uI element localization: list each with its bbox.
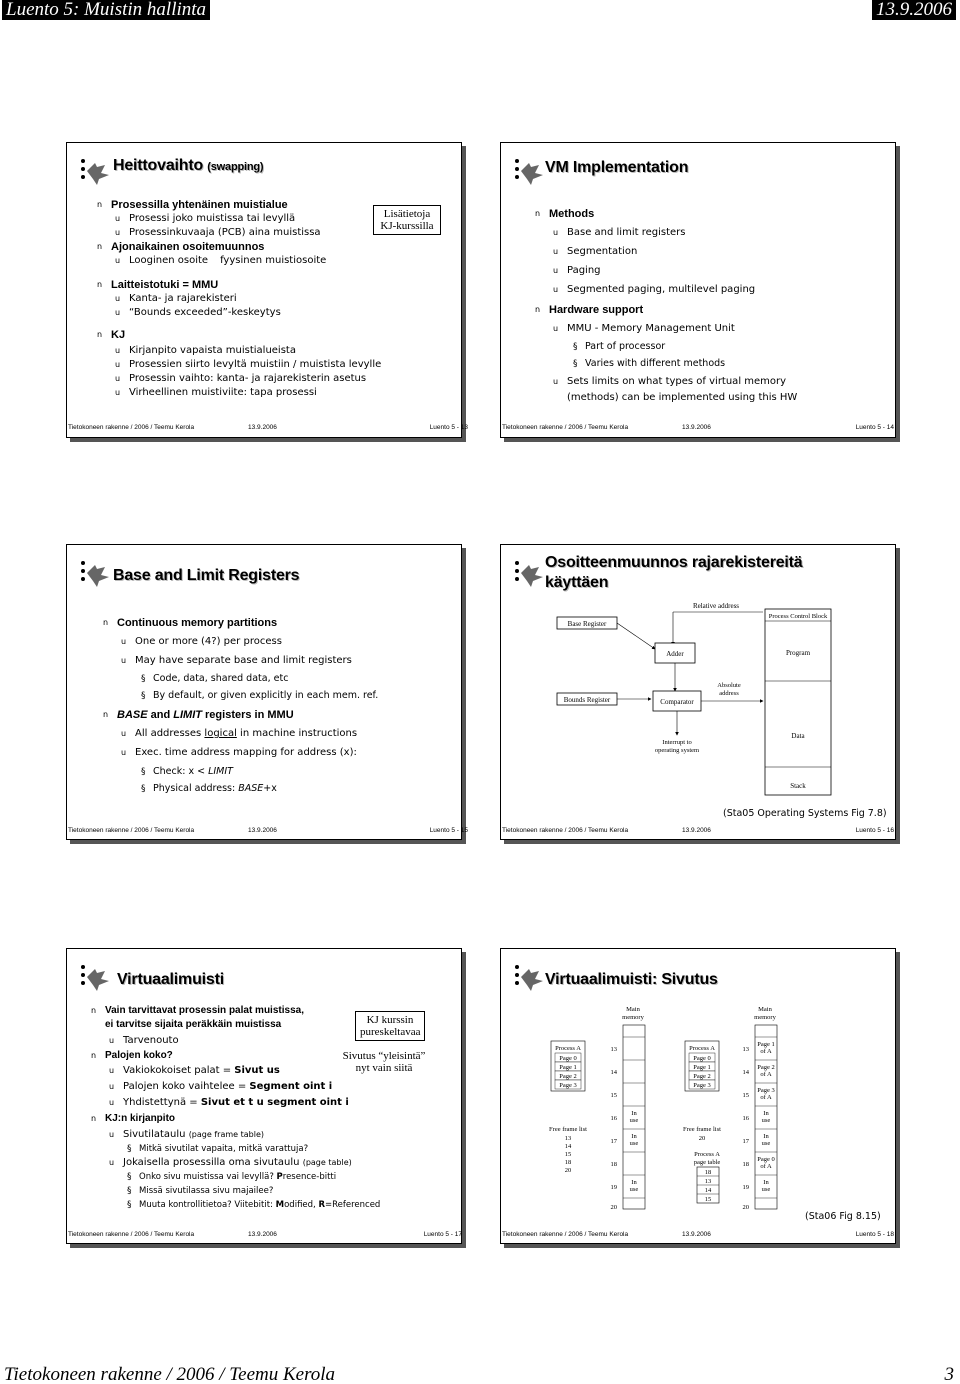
svg-text:Page 1: Page 1 — [559, 1064, 577, 1071]
svg-text:13: 13 — [610, 1046, 617, 1053]
bounds-register-label: Bounds Register — [563, 696, 611, 704]
main-memory-label: Main — [758, 1006, 772, 1013]
bullet: u MMU - Memory Management Unit — [553, 323, 735, 334]
bullet: u Prosessien siirto levyltä muistiin / muistista levylle — [115, 359, 382, 370]
svg-text:In: In — [631, 1179, 637, 1186]
svg-text:Page 0: Page 0 — [757, 1156, 775, 1163]
svg-text:Page 2: Page 2 — [757, 1064, 775, 1071]
slide-footer: Tietokoneen rakenne / 2006 / Teemu Kerola 13.9.2006 Luento 5 - 13 — [68, 424, 468, 431]
slide-title: Virtuaalimuisti: Sivutus — [545, 971, 718, 988]
svg-text:20: 20 — [610, 1204, 617, 1211]
logo-icon — [75, 153, 113, 187]
bullet: § Check: x < LIMIT — [141, 766, 233, 777]
interrupt-label-2: operating system — [654, 747, 700, 754]
svg-text:Page 3: Page 3 — [693, 1082, 711, 1089]
svg-text:13: 13 — [564, 1135, 572, 1142]
svg-text:Page 2: Page 2 — [559, 1073, 577, 1080]
svg-text:In: In — [763, 1133, 769, 1140]
header-title: Luento 5: Muistin hallinta — [2, 0, 210, 20]
bullet: n Laitteistotuki = MMU — [97, 279, 219, 291]
bullet: u Virheellinen muistiviite: tapa prosessi — [115, 387, 317, 398]
bullet: n Methods — [535, 208, 595, 220]
logo-icon — [509, 959, 547, 993]
slide-title: Virtuaalimuisti — [117, 971, 224, 988]
svg-text:of A: of A — [760, 1163, 772, 1170]
footer-course: Tietokoneen rakenne / 2006 / Teemu Kerola — [4, 1364, 336, 1384]
program-label: Program — [785, 649, 811, 657]
svg-text:17: 17 — [742, 1138, 749, 1145]
interrupt-label-1: Interrupt to — [662, 739, 692, 746]
svg-text:Page 0: Page 0 — [559, 1055, 577, 1062]
svg-text:19: 19 — [610, 1184, 617, 1191]
process-a-box — [685, 1041, 719, 1091]
bullet: n Palojen koko? — [91, 1050, 173, 1061]
bullet: u Vakiokokoiset palat = Sivut us — [109, 1065, 280, 1076]
bullet: u Paging — [553, 265, 601, 276]
main-memory-label: memory — [754, 1014, 776, 1021]
bullet: u One or more (4?) per process — [121, 636, 282, 647]
bullet: § By default, or given explicitly in each mem. ref. — [141, 690, 379, 701]
svg-text:Process A: Process A — [689, 1045, 715, 1052]
bullet: n KJ — [97, 329, 126, 341]
bullet: § Physical address: BASE+x — [141, 783, 277, 794]
bullet: u May have separate base and limit registers — [121, 655, 352, 666]
svg-text:of A: of A — [760, 1094, 772, 1101]
comparator-label: Comparator — [660, 698, 694, 706]
bullet: (methods) can be implemented using this HW — [567, 392, 798, 403]
bullet: n Prosessilla yhtenäinen muistialue — [97, 199, 288, 211]
bullet: u Sets limits on what types of virtual memory — [553, 376, 787, 387]
svg-text:use: use — [629, 1140, 639, 1147]
svg-text:Page 0: Page 0 — [693, 1055, 711, 1062]
svg-text:18: 18 — [610, 1161, 617, 1168]
svg-text:15: 15 — [564, 1151, 572, 1158]
slide-footer: Tietokoneen rakenne / 2006 / Teemu Kerola 13.9.2006 Luento 5 - 17 — [68, 1231, 462, 1238]
bullet: u “Bounds exceeded”-keskeytys — [115, 307, 281, 318]
adder-label: Adder — [666, 650, 684, 658]
svg-text:20: 20 — [564, 1167, 572, 1174]
svg-text:20: 20 — [698, 1135, 706, 1142]
bullet: u Prosessi joko muistissa tai levyllä — [115, 213, 296, 224]
svg-text:14: 14 — [704, 1187, 712, 1194]
logo-icon — [75, 959, 113, 993]
bullet: n BASE and LIMIT registers in MMU — [103, 709, 294, 721]
slide-title: Base and Limit Registers — [113, 567, 300, 584]
slide-footer: Tietokoneen rakenne / 2006 / Teemu Kerola 13.9.2006 Luento 5 - 14 — [502, 424, 894, 431]
info-note: Sivutus “yleisintä” nyt vain siitä — [335, 1048, 433, 1076]
page-table — [697, 1167, 719, 1203]
bullet: u Yhdistettynä = Sivut et t u segment oint i — [109, 1097, 349, 1108]
svg-text:Page 3: Page 3 — [559, 1082, 577, 1089]
svg-text:In: In — [631, 1110, 637, 1117]
svg-text:14: 14 — [742, 1069, 749, 1076]
logo-icon — [509, 555, 547, 589]
svg-text:16: 16 — [610, 1115, 617, 1122]
bullet: § Mitkä sivutilat vapaita, mitkä varattuja? — [127, 1144, 309, 1154]
process-a-box — [551, 1041, 585, 1091]
svg-text:15: 15 — [704, 1196, 712, 1203]
info-note: KJ kurssin pureskeltavaa — [355, 1011, 425, 1041]
slide-footer: Tietokoneen rakenne / 2006 / Teemu Kerola 13.9.2006 Luento 5 - 16 — [502, 827, 894, 834]
pcb-label: Process Control Block — [768, 613, 828, 620]
main-memory-frames-left — [611, 1025, 646, 1211]
svg-text:15: 15 — [742, 1092, 749, 1099]
svg-text:20: 20 — [742, 1204, 749, 1211]
slide-footer: Tietokoneen rakenne / 2006 / Teemu Kerola 13.9.2006 Luento 5 - 15 — [68, 827, 468, 834]
slide-15 — [66, 544, 462, 840]
footer-page-number: 3 — [944, 1364, 954, 1384]
slide-title: VM Implementation — [545, 159, 689, 176]
svg-text:In: In — [631, 1133, 637, 1140]
svg-text:of A: of A — [760, 1071, 772, 1078]
slide-13 — [66, 142, 462, 438]
page-table-label: Process A — [694, 1151, 720, 1158]
svg-text:In: In — [763, 1179, 769, 1186]
bullet: n KJ:n kirjanpito — [91, 1113, 176, 1124]
bullet: u Prosessinkuvaaja (PCB) aina muistissa — [115, 227, 321, 238]
svg-text:18: 18 — [742, 1161, 749, 1168]
svg-text:use: use — [629, 1117, 639, 1124]
bullet: § Part of processor — [573, 341, 666, 352]
svg-text:In: In — [763, 1110, 769, 1117]
base-register-label: Base Register — [567, 620, 607, 628]
logo-icon — [509, 153, 547, 187]
paging-diagram — [537, 1003, 857, 1215]
svg-text:14: 14 — [610, 1069, 617, 1076]
main-memory-label: memory — [622, 1014, 644, 1021]
slide-title: Heittovaihto (swapping) — [113, 157, 264, 174]
bullet: u Segmented paging, multilevel paging — [553, 284, 756, 295]
bullet: u Palojen koko vaihtelee = Segment oint i — [109, 1081, 333, 1092]
slide-14 — [500, 142, 896, 438]
bullet: u Jokaisella prosessilla oma sivutaulu (page table) — [109, 1157, 352, 1168]
svg-text:Page 1: Page 1 — [693, 1064, 711, 1071]
svg-text:14: 14 — [564, 1143, 572, 1150]
bullet: u Tarvenouto — [109, 1035, 179, 1046]
svg-text:Page 1: Page 1 — [757, 1041, 775, 1048]
bullet: u Looginen osoite fyysinen muistiosoite — [115, 255, 327, 266]
data-label: Data — [791, 732, 805, 740]
svg-text:17: 17 — [610, 1138, 617, 1145]
header-date: 13.9.2006 — [872, 0, 956, 20]
svg-text:Page 3: Page 3 — [757, 1087, 775, 1094]
main-memory-label: Main — [626, 1006, 640, 1013]
main-memory-frames-right — [743, 1025, 778, 1211]
bullet: u Kirjanpito vapaista muistialueista — [115, 345, 296, 356]
bullet: n Continuous memory partitions — [103, 617, 278, 629]
bullet: u Kanta- ja rajarekisteri — [115, 293, 237, 304]
bullet: n Vain tarvittavat prosessin palat muistissa, — [91, 1005, 304, 1016]
svg-text:15: 15 — [610, 1092, 617, 1099]
stack-label: Stack — [790, 782, 806, 790]
absolute-label-2: address — [719, 690, 739, 697]
slide-footer: Tietokoneen rakenne / 2006 / Teemu Kerola 13.9.2006 Luento 5 - 18 — [502, 1231, 894, 1238]
page-header — [0, 0, 960, 22]
page-footer — [0, 1364, 960, 1384]
address-translation-diagram — [551, 599, 851, 805]
bullet: § Varies with different methods — [573, 358, 726, 369]
free-frame-list-label: Free frame list — [549, 1126, 587, 1133]
bullet: n Ajonaikainen osoitemuunnos — [97, 241, 265, 253]
bullet: ei tarvitse sijaita peräkkäin muistissa — [105, 1019, 282, 1030]
bullet: u Base and limit registers — [553, 227, 686, 238]
bullet: § Muuta kontrollitietoa? Viitebitit: Modified, R=Referenced — [127, 1200, 381, 1210]
slide-17 — [66, 948, 462, 1244]
free-frame-list-label: Free frame list — [683, 1126, 721, 1133]
svg-text:Process A: Process A — [555, 1045, 581, 1052]
bullet: § Onko sivu muistissa vai levyllä? Presence-bitti — [127, 1172, 337, 1182]
svg-text:13: 13 — [742, 1046, 749, 1053]
svg-text:Page 2: Page 2 — [693, 1073, 711, 1080]
bullet: n Hardware support — [535, 304, 644, 316]
bullet: § Missä sivutilassa sivu majailee? — [127, 1186, 274, 1196]
svg-text:of A: of A — [760, 1048, 772, 1055]
slide-16 — [500, 544, 896, 840]
absolute-label-1: Absolute — [717, 682, 741, 689]
page-table-label: page table — [693, 1159, 721, 1166]
bullet: u Sivutilataulu (page frame table) — [109, 1129, 264, 1140]
bullet: u Segmentation — [553, 246, 638, 257]
logo-icon — [75, 555, 113, 589]
bullet: u Prosessin vaihto: kanta- ja rajarekisterin asetus — [115, 373, 367, 384]
svg-text:use: use — [761, 1186, 771, 1193]
svg-text:13: 13 — [704, 1178, 712, 1185]
svg-text:use: use — [629, 1186, 639, 1193]
bullet: u All addresses logical in machine instructions — [121, 728, 358, 739]
relative-address-label: Relative address — [692, 602, 740, 610]
figure-caption: (Sta05 Operating Systems Fig 7.8) — [723, 808, 887, 819]
slide-18 — [500, 948, 896, 1244]
bullet: § Code, data, shared data, etc — [141, 673, 289, 684]
svg-text:use: use — [761, 1140, 771, 1147]
figure-caption: (Sta06 Fig 8.15) — [805, 1211, 881, 1222]
info-note: Lisätietoja KJ-kurssilla — [373, 205, 441, 235]
svg-text:18: 18 — [564, 1159, 572, 1166]
slide-title: Osoitteenmuunnos rajarekistereitä käyttäen — [545, 554, 803, 591]
svg-text:19: 19 — [742, 1184, 749, 1191]
svg-text:18: 18 — [704, 1169, 712, 1176]
bullet: u Exec. time address mapping for address (x): — [121, 747, 357, 758]
svg-text:use: use — [761, 1117, 771, 1124]
svg-text:16: 16 — [742, 1115, 749, 1122]
